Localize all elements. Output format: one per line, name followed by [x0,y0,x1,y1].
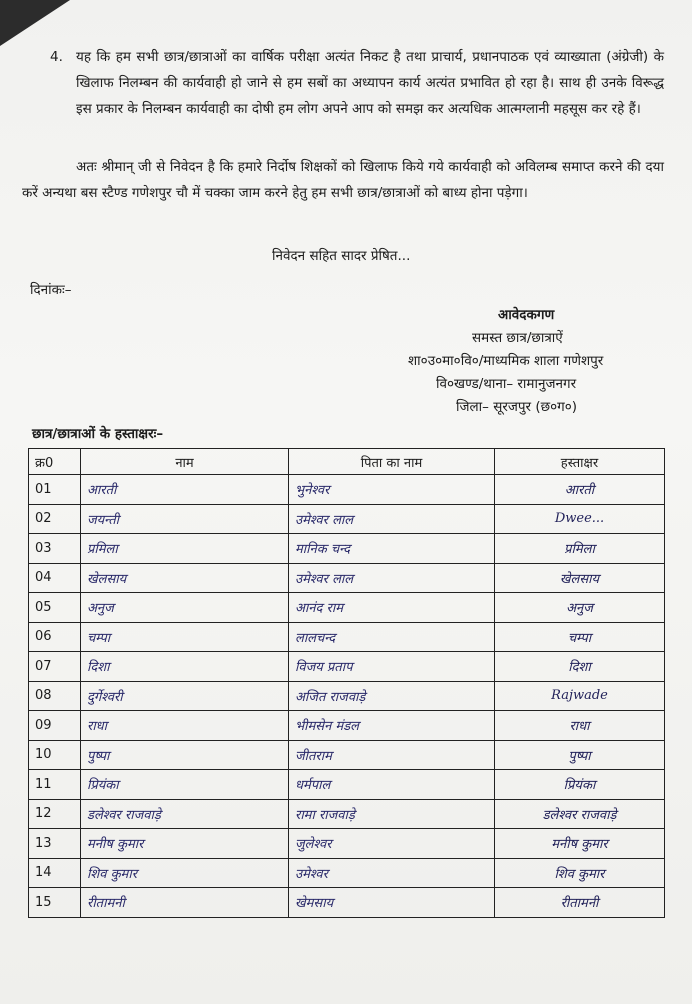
father-name-cell: उमेश्वर [289,858,495,888]
header-signature: हस्ताक्षर [495,449,665,475]
signature-cell: खेलसाय [495,563,665,593]
student-name-cell: राधा [81,711,289,741]
table-row [29,858,665,888]
father-name-cell: लालचन्द [289,622,495,652]
header-serial: क्र0 [29,449,81,475]
signature-cell: डलेश्वर राजवाड़े [495,799,665,829]
serial-cell: 04 [29,563,81,593]
table-row [29,622,665,652]
serial-cell: 12 [29,799,81,829]
student-name-cell: मनीष कुमार [81,829,289,859]
signature-cell: मनीष कुमार [495,829,665,859]
signature-cell: राधा [495,711,665,741]
table-row [29,475,665,505]
applicant-block [408,304,678,419]
father-name-cell: धर्मपाल [289,770,495,800]
serial-cell: 10 [29,740,81,770]
father-name-cell: रामा राजवाड़े [289,799,495,829]
serial-cell: 08 [29,681,81,711]
date-label: दिनांकः– [30,282,72,298]
student-name-cell: शिव कुमार [81,858,289,888]
serial-cell: 15 [29,888,81,918]
signature-cell: शिव कुमार [495,858,665,888]
table-header-row [29,449,665,475]
table-row [29,770,665,800]
closing-line: निवेदन सहित सादर प्रेषित... [272,248,411,264]
student-name-cell: खेलसाय [81,563,289,593]
student-name-cell: पुष्पा [81,740,289,770]
father-name-cell: जुलेश्वर [289,829,495,859]
table-row [29,504,665,534]
signature-cell: पुष्पा [495,740,665,770]
paragraph-4-text: यह कि हम सभी छात्र/छात्राओं का वार्षिक परीक्षा अत्यंत निकट है तथा प्राचार्य, प्रधानपाठक एवं व्याख्याता (अंग्रेजी) के खिलाफ निलम्बन की कार्यवाही हो जाने से हम सबों का अध्यापन कार्य अत्यंत प्रभावित हो रहा है। साथ ही उनके विरूद्ध इस प्रकार के निलम्बन कार्यवाही का दोषी हम लोग अपने आप को समझ कर अत्यधिक आत्मग्लानी महसूस कर रहे हैं। [76,49,664,117]
signature-cell: Rajwade [495,681,665,711]
paragraph-4 [50,44,664,122]
signature-table [28,448,665,918]
applicant-title: आवेदकगण [498,307,555,323]
father-name-cell: उमेश्वर लाल [289,563,495,593]
table-row [29,681,665,711]
applicant-line-5: जिला– सूरजपुर (छ०ग०) [456,399,577,415]
father-name-cell: खेमसाय [289,888,495,918]
paragraph-4-number: 4. [50,49,63,65]
signature-cell: प्रियंका [495,770,665,800]
signature-cell: प्रमिला [495,534,665,564]
table-row [29,711,665,741]
table-row [29,740,665,770]
signature-cell: अनुज [495,593,665,623]
student-name-cell: डलेश्वर राजवाड़े [81,799,289,829]
father-name-cell: आनंद राम [289,593,495,623]
signature-cell: रीतामनी [495,888,665,918]
signature-cell: दिशा [495,652,665,682]
table-row [29,652,665,682]
signature-cell: Dwee... [495,504,665,534]
student-name-cell: प्रियंका [81,770,289,800]
signature-cell: आरती [495,475,665,505]
student-name-cell: जयन्ती [81,504,289,534]
student-name-cell: अनुज [81,593,289,623]
father-name-cell: भीमसेन मंडल [289,711,495,741]
serial-cell: 13 [29,829,81,859]
student-name-cell: रीतामनी [81,888,289,918]
table-row [29,799,665,829]
serial-cell: 09 [29,711,81,741]
applicant-line-3: शा०उ०मा०वि०/माध्यमिक शाला गणेशपुर [408,353,604,369]
header-father-name: पिता का नाम [289,449,495,475]
father-name-cell: अजित राजवाड़े [289,681,495,711]
table-row [29,563,665,593]
serial-cell: 07 [29,652,81,682]
applicant-line-2: समस्त छात्र/छात्राऐं [472,330,563,346]
student-name-cell: चम्पा [81,622,289,652]
father-name-cell: जीतराम [289,740,495,770]
student-name-cell: प्रमिला [81,534,289,564]
serial-cell: 02 [29,504,81,534]
serial-cell: 14 [29,858,81,888]
signatures-heading: छात्र/छात्राओं के हस्ताक्षरः– [32,426,164,442]
student-name-cell: दिशा [81,652,289,682]
student-name-cell: दुर्गेश्वरी [81,681,289,711]
table-row [29,829,665,859]
signature-cell: चम्पा [495,622,665,652]
father-name-cell: मानिक चन्द [289,534,495,564]
table-row [29,534,665,564]
serial-cell: 03 [29,534,81,564]
father-name-cell: उमेश्वर लाल [289,504,495,534]
father-name-cell: भुनेश्वर [289,475,495,505]
paragraph-5-text: अतः श्रीमान् जी से निवेदन है कि हमारे निर्दोष शिक्षकों को खिलाफ किये गये कार्यवाही को अविलम्ब समाप्त करने की दया करें अन्यथा बस स्टैण्ड गणेशपुर चौ में चक्का जाम करने हेतु हम सभी छात्र/छात्राओं को बाध्य होना पड़ेगा। [22,159,664,201]
applicant-line-4: वि०खण्ड/थाना– रामानुजनगर [436,376,577,392]
serial-cell: 06 [29,622,81,652]
serial-cell: 01 [29,475,81,505]
serial-cell: 11 [29,770,81,800]
father-name-cell: विजय प्रताप [289,652,495,682]
header-name: नाम [81,449,289,475]
table-row [29,888,665,918]
page-corner-shadow [0,0,70,46]
table-row [29,593,665,623]
student-name-cell: आरती [81,475,289,505]
serial-cell: 05 [29,593,81,623]
